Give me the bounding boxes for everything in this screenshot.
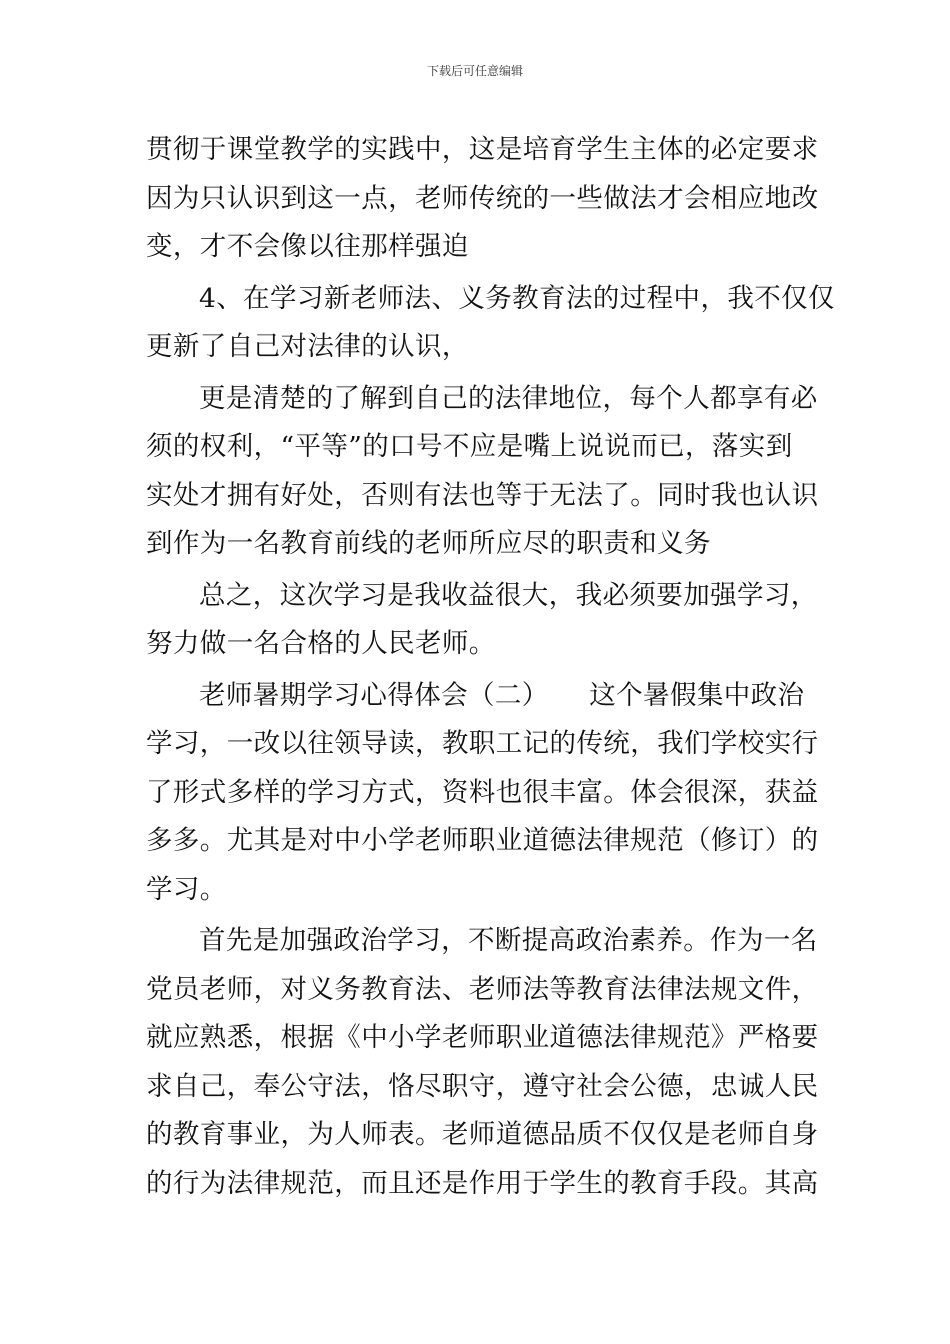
text-line: 到作为一名教育前线的老师所应尽的职责和义务 bbox=[146, 528, 711, 559]
paragraph-6 bbox=[146, 917, 819, 1208]
page-header: 下载后可任意编辑 bbox=[426, 64, 523, 78]
paragraph-5 bbox=[146, 672, 819, 915]
text-line: 的教育事业，为人师表。老师道德品质不仅仅是老师自身 bbox=[146, 1119, 819, 1150]
document-body bbox=[146, 126, 835, 1208]
text-line: 学习。 bbox=[146, 873, 227, 905]
text-line: 更新了自己对法律的认识， bbox=[146, 331, 469, 362]
text-line: 因为只认识到这一点，老师传统的一些做法才会相应地改 bbox=[146, 182, 819, 214]
text-line: 更是清楚的了解到自己的法律地位，每个人都享有必 bbox=[199, 382, 818, 414]
text-line: 就应熟悉，根据《中小学老师职业道德法律规范》严格要 bbox=[146, 1022, 819, 1053]
text-line: 学习，一改以往领导读，教职工记的传统，我们学校实行 bbox=[146, 728, 819, 759]
text-line: 变，才不会像以往那样强迫 bbox=[146, 231, 469, 262]
text-line: 须的权利，“平等”的口号不应是嘴上说说而已，落实到 bbox=[146, 431, 793, 462]
text-line: 多多。尤其是对中小学老师职业道德法律规范（修订）的 bbox=[146, 825, 819, 856]
paragraph-1 bbox=[146, 126, 819, 272]
text-line: 党员老师，对义务教育法、老师法等教育法律法规文件， bbox=[146, 973, 819, 1005]
paragraph-3 bbox=[146, 375, 819, 569]
text-line: 老师暑期学习心得体会（二） 这个暑假集中政治 bbox=[199, 679, 805, 711]
text-line: 实处才拥有好处，否则有法也等于无法了。同时我也认识 bbox=[146, 479, 819, 511]
text-line: 的行为法律规范，而且还是作用于学生的教育手段。其高 bbox=[146, 1167, 819, 1199]
text-line: 求自己，奉公守法，恪尽职守，遵守社会公德，忠诚人民 bbox=[146, 1070, 819, 1102]
text-line: 了形式多样的学习方式，资料也很丰富。体会很深，获益 bbox=[146, 776, 819, 808]
paragraph-4 bbox=[146, 572, 818, 669]
text-line: 4、在学习新老师法、义务教育法的过程中，我不仅仅 bbox=[199, 282, 835, 314]
text-line: 首先是加强政治学习，不断提高政治素养。作为一名 bbox=[199, 925, 818, 956]
text-line: 努力做一名合格的人民老师。 bbox=[146, 628, 496, 659]
paragraph-2 bbox=[146, 275, 835, 372]
text-line: 总之，这次学习是我收益很大，我必须要加强学习， bbox=[199, 579, 818, 611]
text-line: 贯彻于课堂教学的实践中，这是培育学生主体的必定要求 bbox=[146, 134, 819, 165]
